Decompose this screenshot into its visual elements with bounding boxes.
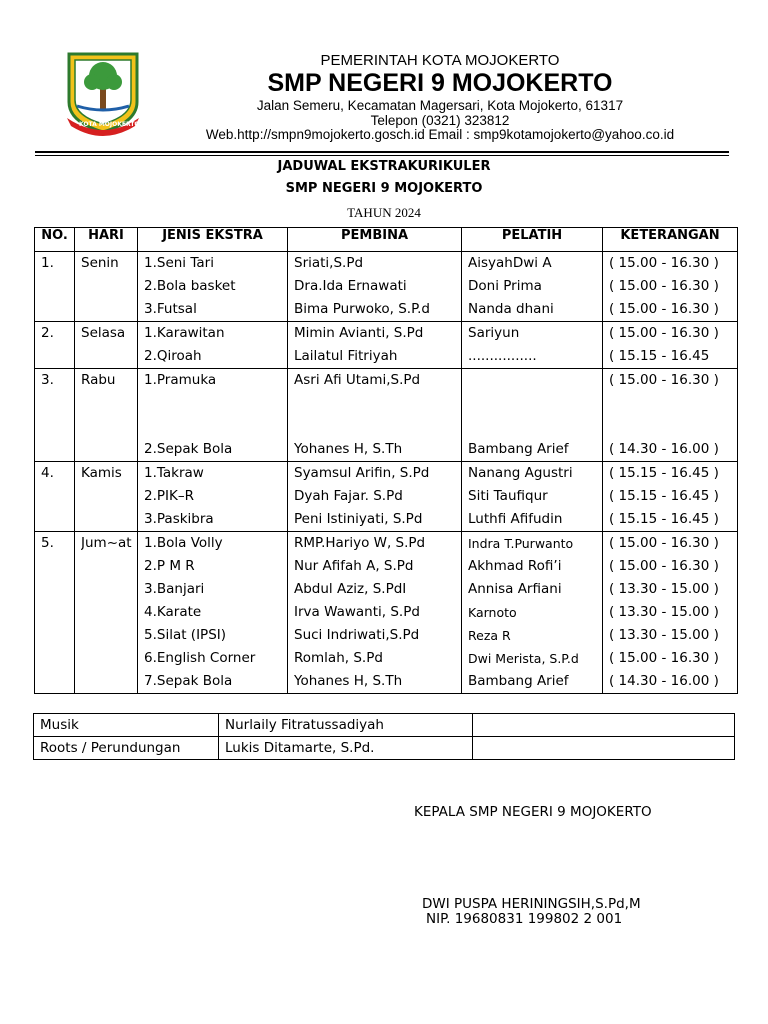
pelatih-name: Akhmad Rofi’i — [468, 558, 562, 574]
row-day: Senin — [81, 255, 119, 271]
col-header-extra: JENIS EKSTRA — [138, 228, 288, 252]
row-day: Kamis — [81, 465, 122, 481]
pembina-name: RMP.Hariyo W, S.Pd — [294, 535, 426, 551]
row-no: 3. — [41, 372, 54, 388]
pelatih-name: Doni Prima — [468, 278, 542, 294]
time-range: ( 15.00 - 16.30 ) — [609, 255, 719, 271]
extra-name: 1.Seni Tari — [144, 255, 214, 271]
time-range: ( 15.00 - 16.30 ) — [609, 325, 719, 341]
table-row — [35, 369, 738, 462]
time-range: ( 15.00 - 16.30 ) — [609, 301, 719, 317]
school-web-email: Web.http://smpn9mojokerto.gosch.id Email : smp9kotamojokerto@yahoo.co.id — [205, 127, 675, 142]
col-header-ket: KETERANGAN — [603, 228, 738, 252]
table-header-row — [35, 228, 738, 252]
school-logo — [63, 50, 143, 136]
pembina-name: Suci Indriwati,S.Pd — [294, 627, 420, 643]
activity-note — [473, 737, 735, 760]
extra-name: 3.Futsal — [144, 301, 197, 317]
pembina-name: Syamsul Arifin, S.Pd — [294, 465, 430, 481]
pembina-name: Yohanes H, S.Th — [294, 673, 403, 689]
extra-name: 2.Sepak Bola — [144, 441, 233, 457]
row-no: 5. — [41, 535, 54, 551]
pelatih-name: Siti Taufiqur — [468, 488, 548, 504]
time-range: ( 14.30 - 16.00 ) — [609, 441, 719, 457]
col-header-pembina: PEMBINA — [288, 228, 462, 252]
extra-name: 6.English Corner — [144, 650, 256, 666]
extra-name: 1.Bola Volly — [144, 535, 223, 551]
pelatih-name: Nanda dhani — [468, 301, 554, 317]
time-range: ( 15.00 - 16.30 ) — [609, 278, 719, 294]
logo-text: KOTA MOJOKERTO — [79, 121, 140, 128]
pelatih-name: Luthfi Afifudin — [468, 511, 563, 527]
pembina-name: Irva Wawanti, S.Pd — [294, 604, 420, 620]
pembina-name: Yohanes H, S.Th — [294, 441, 403, 457]
pembina-name: Nur Afifah A, S.Pd — [294, 558, 414, 574]
pelatih-name: Nanang Agustri — [468, 465, 573, 481]
pelatih-name: Karnoto — [468, 605, 517, 620]
extra-name: 2.P M R — [144, 558, 195, 574]
table-row — [34, 737, 735, 760]
row-day: Rabu — [81, 372, 116, 388]
time-range: ( 15.00 - 16.30 ) — [609, 535, 719, 551]
time-range: ( 15.00 - 16.30 ) — [609, 558, 719, 574]
table-row — [34, 714, 735, 737]
pembina-name: Lailatul Fitriyah — [294, 348, 398, 364]
col-header-pelatih: PELATIH — [462, 228, 603, 252]
extra-name: 2.PIK–R — [144, 488, 194, 504]
signature-title: KEPALA SMP NEGERI 9 MOJOKERTO — [414, 804, 652, 820]
extra-name: 5.Silat (IPSI) — [144, 627, 227, 643]
pembina-name: Sriati,S.Pd — [294, 255, 364, 271]
time-range: ( 15.00 - 16.30 ) — [609, 372, 719, 388]
activity-note — [473, 714, 735, 737]
pembina-name: Mimin Avianti, S.Pd — [294, 325, 424, 341]
pelatih-name: Reza R — [468, 628, 511, 643]
school-name: SMP NEGERI 9 MOJOKERTO — [267, 69, 613, 97]
time-range: ( 13.30 - 15.00 ) — [609, 581, 719, 597]
extra-name: 2.Qiroah — [144, 348, 202, 364]
pembina-name: Bima Purwoko, S.P.d — [294, 301, 430, 317]
pelatih-name: Sariyun — [468, 325, 520, 341]
row-no: 1. — [41, 255, 54, 271]
time-range: ( 15.15 - 16.45 — [609, 348, 710, 364]
pelatih-name: Dwi Merista, S.P.d — [468, 651, 579, 666]
pembina-name: Peni Istiniyati, S.Pd — [294, 511, 423, 527]
pelatih-name — [468, 369, 602, 392]
time-range: ( 13.30 - 15.00 ) — [609, 627, 719, 643]
row-day: Selasa — [81, 325, 126, 341]
signature-nip: NIP. 19680831 199802 2 001 — [426, 911, 623, 927]
table-row — [35, 252, 738, 322]
pembina-name: Romlah, S.Pd — [294, 650, 383, 666]
activity-person: Nurlaily Fitratussadiyah — [219, 714, 473, 737]
school-address: Jalan Semeru, Kecamatan Magersari, Kota Mojokerto, 61317 — [256, 98, 624, 113]
row-no: 2. — [41, 325, 54, 341]
time-range: ( 15.15 - 16.45 ) — [609, 488, 719, 504]
extra-name: 3.Banjari — [144, 581, 205, 597]
table-row — [35, 322, 738, 369]
extra-activities-table — [33, 713, 735, 760]
doc-year: TAHUN 2024 — [347, 205, 421, 220]
pembina-name: Dyah Fajar. S.Pd — [294, 488, 403, 504]
time-range: ( 15.00 - 16.30 ) — [609, 650, 719, 666]
header-divider-thin — [35, 155, 729, 156]
table-row — [35, 532, 738, 694]
pembina-name: Abdul Aziz, S.PdI — [294, 581, 407, 597]
pelatih-name: Indra T.Purwanto — [468, 536, 574, 551]
time-range: ( 14.30 - 16.00 ) — [609, 673, 719, 689]
signature-name: DWI PUSPA HERININGSIH,S.Pd,M — [422, 896, 641, 912]
time-range: ( 15.15 - 16.45 ) — [609, 511, 719, 527]
doc-subtitle: SMP NEGERI 9 MOJOKERTO — [285, 181, 483, 196]
schedule-table — [34, 227, 738, 694]
col-header-no: NO. — [35, 228, 75, 252]
pelatih-name: AisyahDwi A — [468, 255, 552, 271]
time-range: ( 15.15 - 16.45 ) — [609, 465, 719, 481]
pembina-name: Asri Afi Utami,S.Pd — [294, 372, 421, 388]
pelatih-name: Bambang Arief — [468, 441, 569, 457]
school-phone: Telepon (0321) 323812 — [370, 113, 510, 128]
pelatih-name: ................ — [468, 348, 537, 364]
extra-name: 1.Takraw — [144, 465, 204, 481]
pelatih-name: Bambang Arief — [468, 673, 569, 689]
doc-title: JADUWAL EKSTRAKURIKULER — [277, 159, 491, 174]
row-no: 4. — [41, 465, 54, 481]
extra-name: 7.Sepak Bola — [144, 673, 233, 689]
header-divider — [35, 151, 729, 153]
pembina-name: Dra.Ida Ernawati — [294, 278, 407, 294]
extra-name: 1.Pramuka — [144, 372, 217, 388]
time-range: ( 13.30 - 15.00 ) — [609, 604, 719, 620]
activity-name: Musik — [34, 714, 219, 737]
government-name: PEMERINTAH KOTA MOJOKERTO — [320, 52, 560, 69]
table-row — [35, 462, 738, 532]
extra-name: 3.Paskibra — [144, 511, 214, 527]
pelatih-name: Annisa Arfiani — [468, 581, 562, 597]
extra-name: 4.Karate — [144, 604, 202, 620]
activity-person: Lukis Ditamarte, S.Pd. — [219, 737, 473, 760]
extra-name: 1.Karawitan — [144, 325, 225, 341]
col-header-day: HARI — [75, 228, 138, 252]
activity-name: Roots / Perundungan — [34, 737, 219, 760]
extra-name: 2.Bola basket — [144, 278, 236, 294]
row-day: Jum~at — [81, 535, 132, 551]
